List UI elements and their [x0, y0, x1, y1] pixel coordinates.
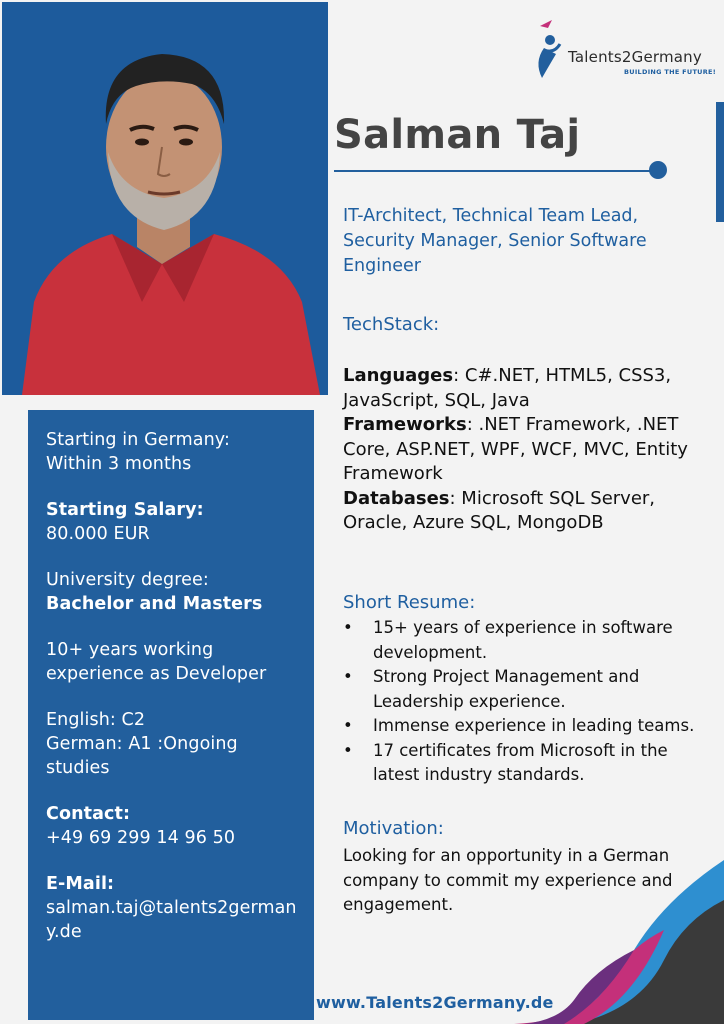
- salary-value: 80.000 EUR: [46, 524, 150, 544]
- list-item: • Strong Project Management and Leadership experience.: [343, 665, 713, 714]
- contact-block: [46, 802, 304, 850]
- candidate-photo: [2, 2, 328, 395]
- start-value: Within 3 months: [46, 454, 192, 474]
- salary-block: [46, 498, 304, 546]
- contact-phone[interactable]: +49 69 299 14 96 50: [46, 828, 236, 848]
- english-level: English: C2: [46, 710, 146, 730]
- start-label: Starting in Germany:: [46, 430, 230, 450]
- degree-block: [46, 568, 304, 616]
- resume-heading: Short Resume:: [343, 592, 476, 613]
- list-item: • 17 certificates from Microsoft in the latest industry standards.: [343, 739, 713, 788]
- info-panel: [28, 410, 314, 1020]
- databases-line: [343, 487, 713, 536]
- databases-value: : Microsoft SQL Server, Oracle, Azure SQL, MongoDB: [343, 487, 656, 533]
- accent-bar: [716, 102, 724, 222]
- list-item: • Immense experience in leading teams.: [343, 714, 713, 739]
- resume-list: [343, 616, 713, 788]
- list-item: • 15+ years of experience in software development.: [343, 616, 713, 665]
- email-link[interactable]: salman.taj@talents2germany.de: [46, 898, 297, 942]
- motivation-heading: Motivation:: [343, 818, 444, 839]
- website-link[interactable]: www.Talents2Germany.de: [316, 993, 554, 1012]
- degree-label: University degree:: [46, 570, 209, 590]
- logo-tagline: BUILDING THE FUTURE!: [624, 68, 717, 76]
- languages-label: Languages: [343, 365, 454, 386]
- frameworks-line: [343, 413, 713, 487]
- name-underline-dot: [649, 161, 667, 179]
- name-underline: [334, 170, 652, 172]
- techstack-heading: TechStack:: [343, 314, 440, 335]
- start-block: [46, 428, 304, 476]
- languages-value: : C#.NET, HTML5, CSS3, JavaScript, SQL, Java: [343, 365, 672, 411]
- candidate-name: Salman Taj: [334, 112, 581, 158]
- motivation-text: Looking for an opportunity in a German company to commit my experience and engagement.: [343, 846, 673, 914]
- techstack-body: [343, 364, 713, 536]
- languages-line: [343, 364, 713, 413]
- salary-label: Starting Salary:: [46, 500, 204, 520]
- email-label: E-Mail:: [46, 874, 115, 894]
- experience-text: 10+ years working experience as Developer: [46, 640, 267, 684]
- language-block: [46, 708, 304, 780]
- frameworks-label: Frameworks: [343, 414, 467, 435]
- portrait-illustration: [2, 2, 328, 395]
- frameworks-value: : .NET Framework, .NET Core, ASP.NET, WPF, WCF, MVC, Entity Framework: [343, 414, 688, 484]
- email-block: [46, 872, 304, 944]
- degree-value: Bachelor and Masters: [46, 594, 263, 614]
- german-level: German: A1 :Ongoing studies: [46, 734, 238, 778]
- logo-name: Talents2Germany: [568, 48, 702, 66]
- contact-label: Contact:: [46, 804, 131, 824]
- candidate-role: IT-Architect, Technical Team Lead, Security Manager, Senior Software Engineer: [343, 206, 647, 276]
- databases-label: Databases: [343, 487, 450, 509]
